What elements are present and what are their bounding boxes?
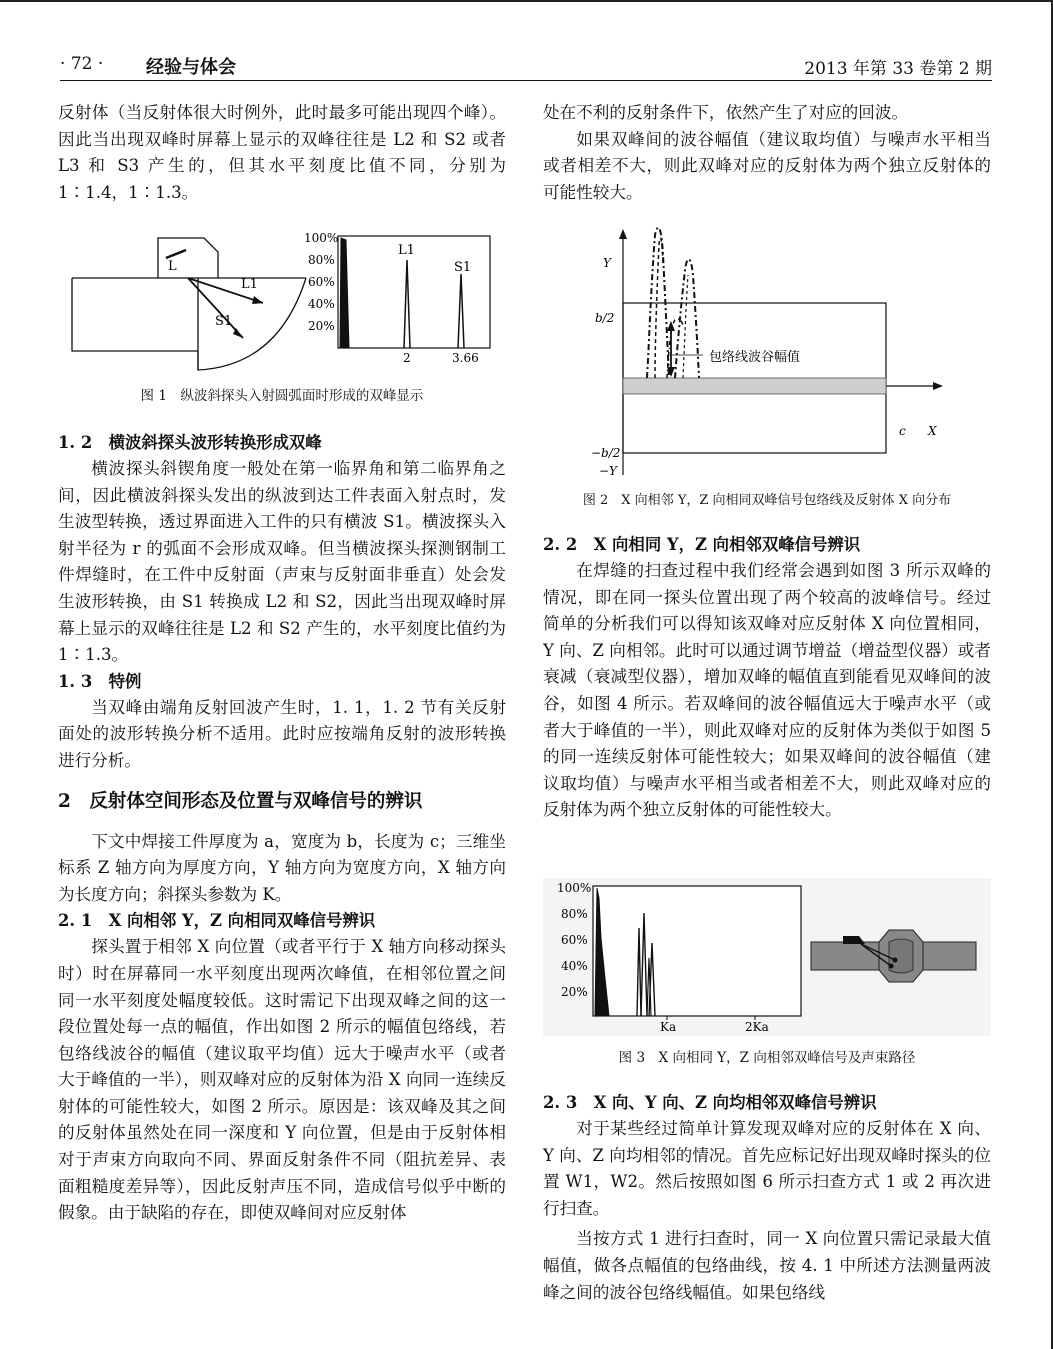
fig3-ytick: 60% (561, 933, 588, 947)
fig3-ytick: 100% (557, 881, 592, 895)
fig3-xtick: 2Ka (745, 1020, 769, 1034)
paragraph: 处在不利的反射条件下，依然产生了对应的回波。 (543, 103, 909, 122)
fig1-xtick: 3.66 (452, 351, 479, 365)
figure-1-graphic (58, 228, 506, 378)
paragraph: 反射体（当反射体很大时例外，此时最多可能出现四个峰）。因此当出现双峰时屏幕上显示的双峰往往是 L2 和 S2 或者 L3 和 S3 产生的，但其水平刻度比值不同，分别为 1∶1.4，1∶1.3。 (58, 103, 506, 202)
section-heading-1-2: 1. 2 横波斜探头波形转换形成双峰 (58, 433, 322, 452)
figure-1 (58, 228, 506, 418)
fig1-ytick: 80% (308, 253, 335, 267)
section-name: 经验与体会 (146, 57, 236, 78)
paragraph: 当按方式 1 进行扫查时，同一 X 向位置只需记录最大值幅值，做各点幅值的包络曲线，按 4. 1 中所述方法测量两波峰之间的波谷包络线幅值。如果包络线 (543, 1229, 991, 1302)
fig2-b2-label: b/2 (595, 311, 615, 325)
ray-s1-label: S1 (215, 314, 233, 329)
right-column (543, 100, 991, 206)
issue-info: 2013 年第 33 卷第 2 期 (804, 59, 992, 79)
left-column (58, 100, 506, 206)
fig1-ytick: 100% (304, 231, 339, 245)
ray-l1-label: L1 (241, 277, 258, 292)
paragraph: 探头置于相邻 X 向位置（或者平行于 X 轴方向移动探头时）时在屏幕同一水平刻度出现两次峰值，在相邻位置之间同一水平刻度处幅度较低。这时需记下出现双峰之间的这一段位置处每一点的幅值，作出如图 2 所示的幅值包络线，若包络线波谷的幅值（建议取平均值）远大于噪声水平（或者大于峰值的一半），则双峰对应的反射体为沿 X 向同一连续反射体的可能性较大，如图 2 所示。原因是：该双峰及其之间的反射体虽然处在同一深度和 Y 向位置，但是由于反射体相对于声束方向取向不同、界面反射条件不同（阻抗差异、表面粗糙度差异等），因此反射声压不同，造成信号似乎中断的假象。由于缺陷的存在，即使双峰间对应反射体 (58, 937, 506, 1223)
page-number: · 72 · (60, 54, 104, 74)
fig1-xtick: 2 (403, 351, 411, 365)
peak-l1-label: L1 (398, 243, 415, 258)
section-heading-2-1: 2. 1 X 向相邻 Y，Z 向相同双峰信号辨识 (58, 911, 376, 931)
right-column-body (543, 532, 991, 824)
fig1-ytick: 20% (308, 319, 335, 333)
fig2-c-label: c (899, 424, 906, 438)
fig3-ytick: 80% (561, 907, 588, 921)
fig2-y-label: Y (603, 256, 611, 270)
paragraph: 当双峰由端角反射回波产生时，1. 1，1. 2 节有关反射面处的波形转换分析不适用。此时应按端角反射的波形转换进行分析。 (58, 697, 506, 770)
left-column-body (58, 430, 506, 1227)
fig1-ytick: 40% (308, 297, 335, 311)
peak-s1-label: S1 (454, 260, 472, 275)
figure-2 (543, 225, 991, 515)
fig2-neg-y-label: −Y (599, 464, 617, 478)
probe-label: L (168, 259, 177, 274)
paragraph: 对于某些经过简单计算发现双峰对应的反射体在 X 向、Y 向、Z 向均相邻的情况。首先应标记好出现双峰时探头的位置 W1，W2。然后按照如图 6 所示扫查方式 1 或 2 再次进行扫查。 (543, 1119, 991, 1218)
section-heading-2: 2 反射体空间形态及位置与双峰信号的辨识 (58, 790, 423, 812)
figure-3-graphic (543, 878, 991, 1036)
figure-2-graphic (543, 225, 991, 483)
fig2-neg-b2-label: −b/2 (591, 446, 621, 460)
page-border-top (0, 0, 1053, 2)
header-rule (60, 80, 992, 81)
section-heading-2-2: 2. 2 X 向相同 Y，Z 向相邻双峰信号辨识 (543, 535, 861, 554)
paragraph: 横波探头斜锲角度一般处在第一临界角和第二临界角之间，因此横波斜探头发出的纵波到达工件表面入射点时，发生波型转换，透过界面进入工件的只有横波 S1。横波探头入射半径为 r 的弧面不会形成双峰。但当横波探头探测钢制工件焊缝时，在工件中反射面（声束与反射面非垂直）处会发生波形转换，由 S1 转换成 L2 和 S2，因此当出现双峰时屏幕上显示的双峰往往是 L2 和 S2 产生的，水平刻度比值约为 1∶1.3。 (58, 459, 506, 665)
running-header (60, 50, 992, 78)
section-heading-2-3: 2. 3 X 向、Y 向、Z 向均相邻双峰信号辨识 (543, 1093, 877, 1112)
fig1-ytick: 60% (308, 275, 335, 289)
paragraph: 在焊缝的扫查过程中我们经常会遇到如图 3 所示双峰的情况，即在同一探头位置出现了两个较高的波峰信号。经过简单的分析我们可以得知该双峰对应反射体 X 向位置相同，Y 向、Z 向相邻。此时可以通过调节增益（增益型仪器）或者衰减（衰减型仪器），增加双峰的幅值直到能看见双峰间的波谷，如图 4 所示。若双峰间的波谷幅值远大于噪声水平（或者大于峰值的一半），则此双峰对应的反射体为类似于如图 5 的同一连续反射体可能性较大；如果双峰间的波谷幅值（建议取均值）与噪声水平相当或者相差不大，则此双峰对应的反射体为两个独立反射体的可能性较大。 (543, 561, 991, 820)
figure-3-caption: 图 3 X 向相同 Y，Z 向相邻双峰信号及声束路径 (618, 1050, 916, 1066)
fig2-envelope-label: 包络线波谷幅值 (709, 350, 801, 365)
fig2-x-label: X (928, 424, 937, 438)
figure-3 (543, 878, 991, 1078)
fig3-ytick: 40% (561, 959, 588, 973)
paragraph: 下文中焊接工件厚度为 a，宽度为 b，长度为 c；三维坐标系 Z 轴方向为厚度方向，Y 轴方向为宽度方向，X 轴方向为长度方向；斜探头参数为 K。 (58, 831, 506, 904)
paragraph: 如果双峰间的波谷幅值（建议取均值）与噪声水平相当或者相差不大，则此双峰对应的反射体为两个独立反射体的可能性较大。 (543, 129, 991, 202)
section-heading-1-3: 1. 3 特例 (58, 671, 142, 691)
right-column-end (543, 1090, 991, 1306)
fig3-xtick: Ka (660, 1020, 677, 1034)
fig3-ytick: 20% (561, 985, 588, 999)
fig1-y-axis (304, 231, 338, 333)
figure-2-caption: 图 2 X 向相邻 Y，Z 向相同双峰信号包络线及反射体 X 向分布 (582, 493, 952, 508)
figure-1-caption: 图 1 纵波斜探头入射圆弧面时形成的双峰显示 (140, 388, 424, 404)
